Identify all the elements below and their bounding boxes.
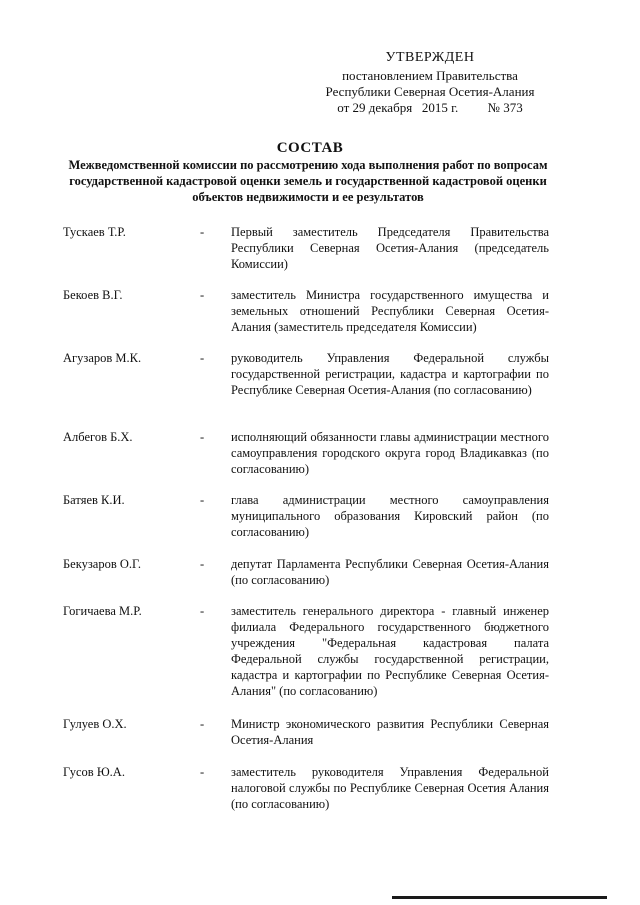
member-name: Албегов Б.Х.	[63, 430, 133, 444]
approval-line-2: Республики Северная Осетия-Алания	[325, 84, 535, 99]
document-title: СОСТАВ	[276, 140, 344, 156]
member-name: Тускаев Т.Р.	[63, 225, 126, 239]
member-name: Гулуев О.Х.	[63, 717, 127, 731]
member-dash: -	[200, 604, 205, 618]
member-role: глава администрации местного самоуправления муниципального образования Кировский район (по согласованию)	[231, 493, 549, 539]
approval-line-1: постановлением Правительства	[342, 68, 518, 83]
approval-date-line: от 29 декабря 2015 г. № 373	[337, 100, 523, 115]
member-role: исполняющий обязанности главы администрации местного самоуправления городского округа город Владикавказ (по согласованию)	[231, 430, 549, 476]
member-dash: -	[200, 288, 205, 302]
member-role: руководитель Управления Федеральной службы государственной регистрации, кадастра и картографии по Республике Северная Осетия-Алания (по согласованию)	[231, 351, 549, 397]
bottom-rule	[392, 896, 607, 899]
member-dash: -	[200, 493, 205, 507]
member-dash: -	[200, 351, 205, 365]
member-role: заместитель генерального директора - главный инженер филиала Федерального государственного бюджетного учреждения "Федеральная кадастровая палата Федеральной службы государственной регистрации, кадастра и картографии по Республике Северная Осетия-Алания" (по согласованию)	[231, 604, 549, 698]
document-subtitle: Межведомственной комиссии по рассмотрению хода выполнения работ по вопросам государственной кадастровой оценки земель и государственной кадастровой оценки объектов недвижимости и ее результатов	[68, 158, 548, 204]
member-role: Министр экономического развития Республики Северная Осетия-Алания	[231, 717, 549, 747]
member-role: депутат Парламента Республики Северная Осетия-Алания (по согласованию)	[231, 557, 549, 587]
member-name: Батяев К.И.	[63, 493, 125, 507]
member-dash: -	[200, 430, 205, 444]
member-role: Первый заместитель Председателя Правительства Республики Северная Осетия-Алания (председатель Комиссии)	[231, 225, 549, 271]
member-name: Гогичаева М.Р.	[63, 604, 142, 618]
member-dash: -	[200, 717, 205, 731]
member-role: заместитель Министра государственного имущества и земельных отношений Республики Северная Осетия-Алания (заместитель председателя Комиссии)	[231, 288, 549, 334]
member-name: Гусов Ю.А.	[63, 765, 125, 779]
member-dash: -	[200, 557, 205, 571]
member-dash: -	[200, 765, 205, 779]
approved-label: УТВЕРЖДЕН	[385, 50, 475, 65]
member-name: Бекоев В.Г.	[63, 288, 123, 302]
member-role: заместитель руководителя Управления Федеральной налоговой службы по Республике Северная Осетия Алания (по согласованию)	[231, 765, 549, 811]
member-name: Бекузаров О.Г.	[63, 557, 141, 571]
member-name: Агузаров М.К.	[63, 351, 142, 365]
member-dash: -	[200, 225, 205, 239]
